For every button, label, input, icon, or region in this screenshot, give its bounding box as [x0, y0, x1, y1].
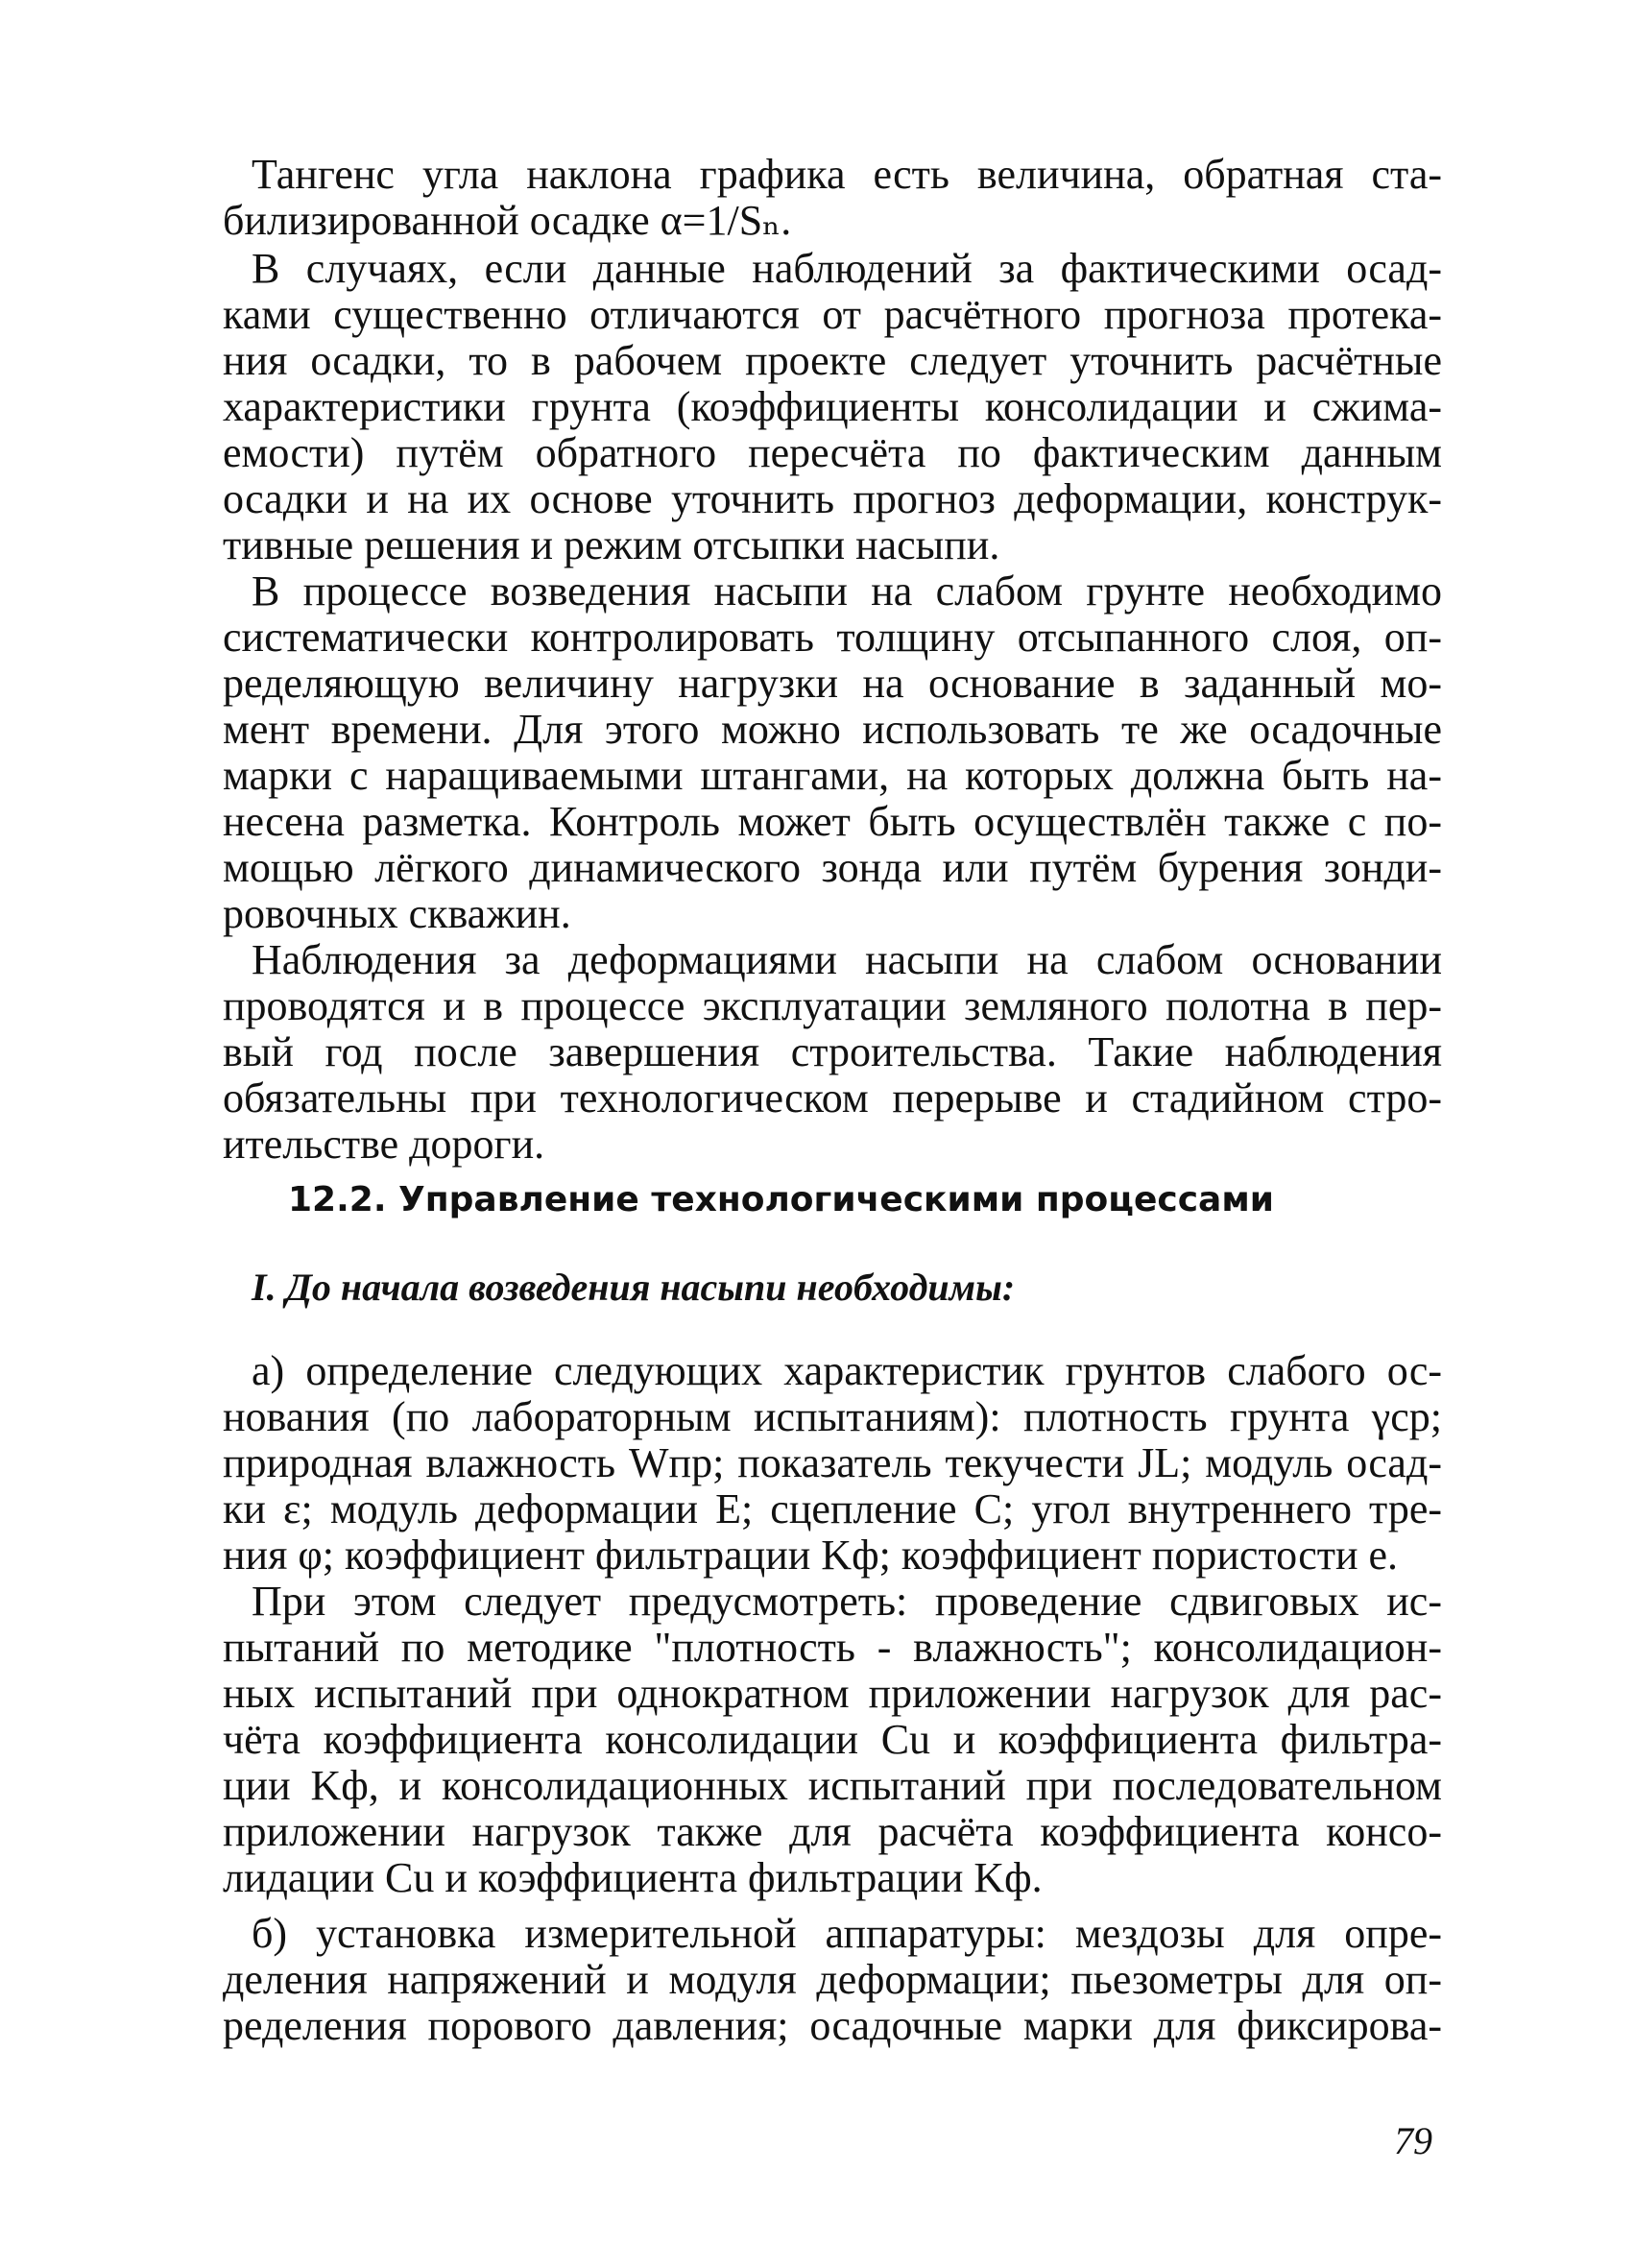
text-line: ками существенно отличаются от расчётного прогноза протека- — [223, 291, 1442, 338]
text-line: а) определение следующих характеристик грунтов слабого ос- — [252, 1347, 1442, 1394]
paragraph-7 — [223, 1911, 1442, 2049]
text-line: В процессе возведения насыпи на слабом грунте необходимо — [252, 567, 1442, 615]
paragraph-3 — [223, 568, 1442, 937]
text-line: осадки и на их основе уточнить прогноз деформации, конструк- — [223, 475, 1442, 522]
text-line: лидации Cu и коэффициента фильтрации Kф. — [223, 1854, 1043, 1901]
text-line: вый год после завершения строительства. Такие наблюдения — [223, 1028, 1442, 1075]
text-line: приложении нагрузок также для расчёта коэффициента консо- — [223, 1808, 1442, 1855]
text-line: При этом следует предусмотреть: проведение сдвиговых ис- — [252, 1578, 1442, 1625]
text-line: ительстве дороги. — [223, 1121, 545, 1168]
text-line: систематически контролировать толщину отсыпанного слоя, оп- — [223, 614, 1442, 661]
paragraph-5 — [223, 1348, 1442, 1579]
section-heading: 12.2. Управление технологическими процессами — [288, 1180, 1274, 1219]
text-line: ния осадки, то в рабочем проекте следует уточнить расчётные — [223, 337, 1442, 384]
text-line: чёта коэффициента консолидации Cu и коэффициента фильтра- — [223, 1716, 1442, 1763]
text-line: емости) путём обратного пересчёта по фактическим данным — [223, 429, 1442, 476]
text-line: ки ε; модуль деформации E; сцепление C; угол внутреннего тре- — [223, 1485, 1442, 1532]
paragraph-2 — [223, 246, 1442, 568]
text-line: б) установка измерительной аппаратуры: мездозы для опре- — [252, 1910, 1442, 1957]
text-line: ровочных скважин. — [223, 890, 571, 937]
text-line: марки с наращиваемыми штангами, на которых должна быть на- — [223, 752, 1442, 799]
subheading: I. До начала возведения насыпи необходимы: — [252, 1266, 1016, 1309]
paragraph-6 — [223, 1579, 1442, 1901]
text-line: ции Kф, и консолидационных испытаний при последовательном — [223, 1762, 1442, 1809]
text-line: несена разметка. Контроль может быть осуществлён также с по- — [223, 798, 1442, 845]
text-line: В случаях, если данные наблюдений за фактическими осад- — [252, 245, 1442, 292]
text-line: ния φ; коэффициент фильтрации Kф; коэффициент пористости e. — [223, 1532, 1399, 1579]
text-line: Тангенс угла наклона графика есть величина, обратная ста- — [252, 151, 1442, 198]
text-line: тивные решения и режим отсыпки насыпи. — [223, 521, 1000, 568]
text-line: ределяющую величину нагрузки на основание в заданный мо- — [223, 660, 1442, 707]
text-line: ределения порового давления; осадочные марки для фиксирова- — [223, 2002, 1442, 2049]
page-number: 79 — [1394, 2119, 1432, 2162]
text-line: обязательны при технологическом перерыве и стадийном стро- — [223, 1074, 1442, 1122]
text-line: ных испытаний при однократном приложении нагрузок для рас- — [223, 1670, 1442, 1717]
text-line: проводятся и в процессе эксплуатации земляного полотна в пер- — [223, 982, 1442, 1029]
paragraph-1 — [223, 152, 1442, 244]
text-line: характеристики грунта (коэффициенты консолидации и сжима- — [223, 383, 1442, 430]
text-line: Наблюдения за деформациями насыпи на слабом основании — [252, 936, 1442, 983]
text-line: пытаний по методике "плотность - влажность"; консолидацион- — [223, 1624, 1442, 1671]
text-line: нования (по лабораторным испытаниям): плотность грунта γср; — [223, 1393, 1442, 1440]
text-line: деления напряжений и модуля деформации; пьезометры для оп- — [223, 1956, 1442, 2003]
text-line: природная влажность Wпр; показатель текучести JL; модуль осад- — [223, 1439, 1442, 1486]
text-line: мощью лёгкого динамического зонда или путём бурения зонди- — [223, 844, 1442, 891]
text-line: мент времени. Для этого можно использовать те же осадочные — [223, 706, 1442, 753]
text-line: билизированной осадке α=1/Sₙ. — [223, 197, 792, 244]
paragraph-4 — [223, 937, 1442, 1168]
